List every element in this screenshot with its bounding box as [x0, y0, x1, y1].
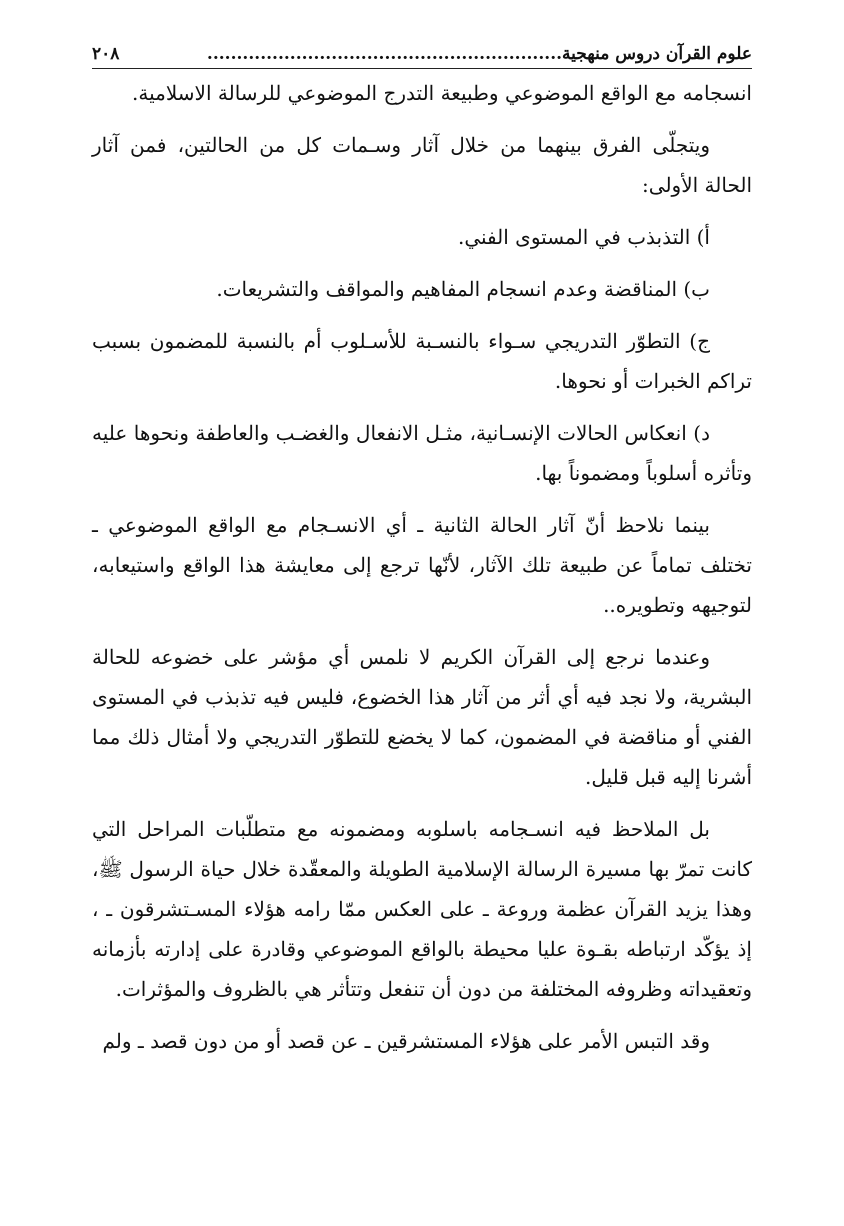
paragraph-confusion: وقد التبس الأمر على هؤلاء المستشرقين ـ عن قصد أو من دون قصد ـ ولم — [102, 1029, 710, 1053]
paragraph-second-state: بينما نلاحظ أنّ آثار الحالة الثانية ـ أي الانسـجام مع الواقع الموضوعي ـ تختلف تماماً عن طبيعة تلك الآثار، لأنّها ترجع إلى معايشة هذا الواقع واستيعابه، لتوجيهه وتطويره.. — [92, 513, 752, 617]
paragraph-harmony: بل الملاحظ فيه انسـجامه باسلوبه ومضمونه مع متطلّبات المراحل التي كانت تمرّ بها مسيرة الرسالة الإسلامية الطويلة والمعقّدة خلال حياة الرسول ﷺ، وهذا يزيد القرآن عظمة وروعة ـ على العكس ممّا رامه هؤلاء المسـتشرقون ـ ، إذ يؤكّد ارتباطه بقـوة عليا محيطة بالواقع الموضوعي وقادرة على إدارته بأزمانه وتعقيداته وظروفه المختلفة من دون أن تنفعل وتتأثر هي بالظروف والمؤثرات. — [92, 817, 752, 1001]
list-item-c: ج) التطوّر التدريجي سـواء بالنسـبة للأسـلوب أم بالنسبة للمضمون بسبب تراكم الخبرات أو نحوها. — [92, 329, 752, 393]
book-page — [92, 32, 752, 1192]
running-title — [207, 42, 752, 66]
page-number: ٢٠٨ — [92, 44, 120, 64]
paragraph-intro: ويتجلّى الفرق بينهما من خلال آثار وسـمات كل من الحالتين، فمن آثار الحالة الأولى: — [92, 133, 752, 197]
page-body — [92, 73, 752, 1061]
list-item-d: د) انعكاس الحالات الإنسـانية، مثـل الانفعال والغضـب والعاطفة ونحوها عليه وتأثره أسلوباً ومضموناً بها. — [92, 421, 752, 485]
header-dots: ............................................................ — [206, 44, 563, 64]
header-rule — [92, 68, 752, 69]
page-header — [92, 32, 752, 66]
paragraph-quran-no-trace: وعندما نرجع إلى القرآن الكريم لا نلمس أي مؤشر على خضوعه للحالة البشرية، ولا نجد فيه أي أثر من آثار هذا الخضوع، فليس فيه تذبذب في المستوى الفني أو مناقضة في المضمون، كما لا يخضع للتطوّر التدريجي ولا أمثال ذلك مما أشرنا إليه قبل قليل. — [92, 645, 752, 789]
list-item-b: ب) المناقضة وعدم انسجام المفاهيم والمواقف والتشريعات. — [216, 277, 710, 301]
running-title-text: علوم القرآن دروس منهجية — [562, 44, 752, 64]
paragraph-continuation: انسجامه مع الواقع الموضوعي وطبيعة التدرج الموضوعي للرسالة الاسلامية. — [132, 81, 752, 105]
list-item-a: أ) التذبذب في المستوى الفني. — [457, 225, 710, 249]
